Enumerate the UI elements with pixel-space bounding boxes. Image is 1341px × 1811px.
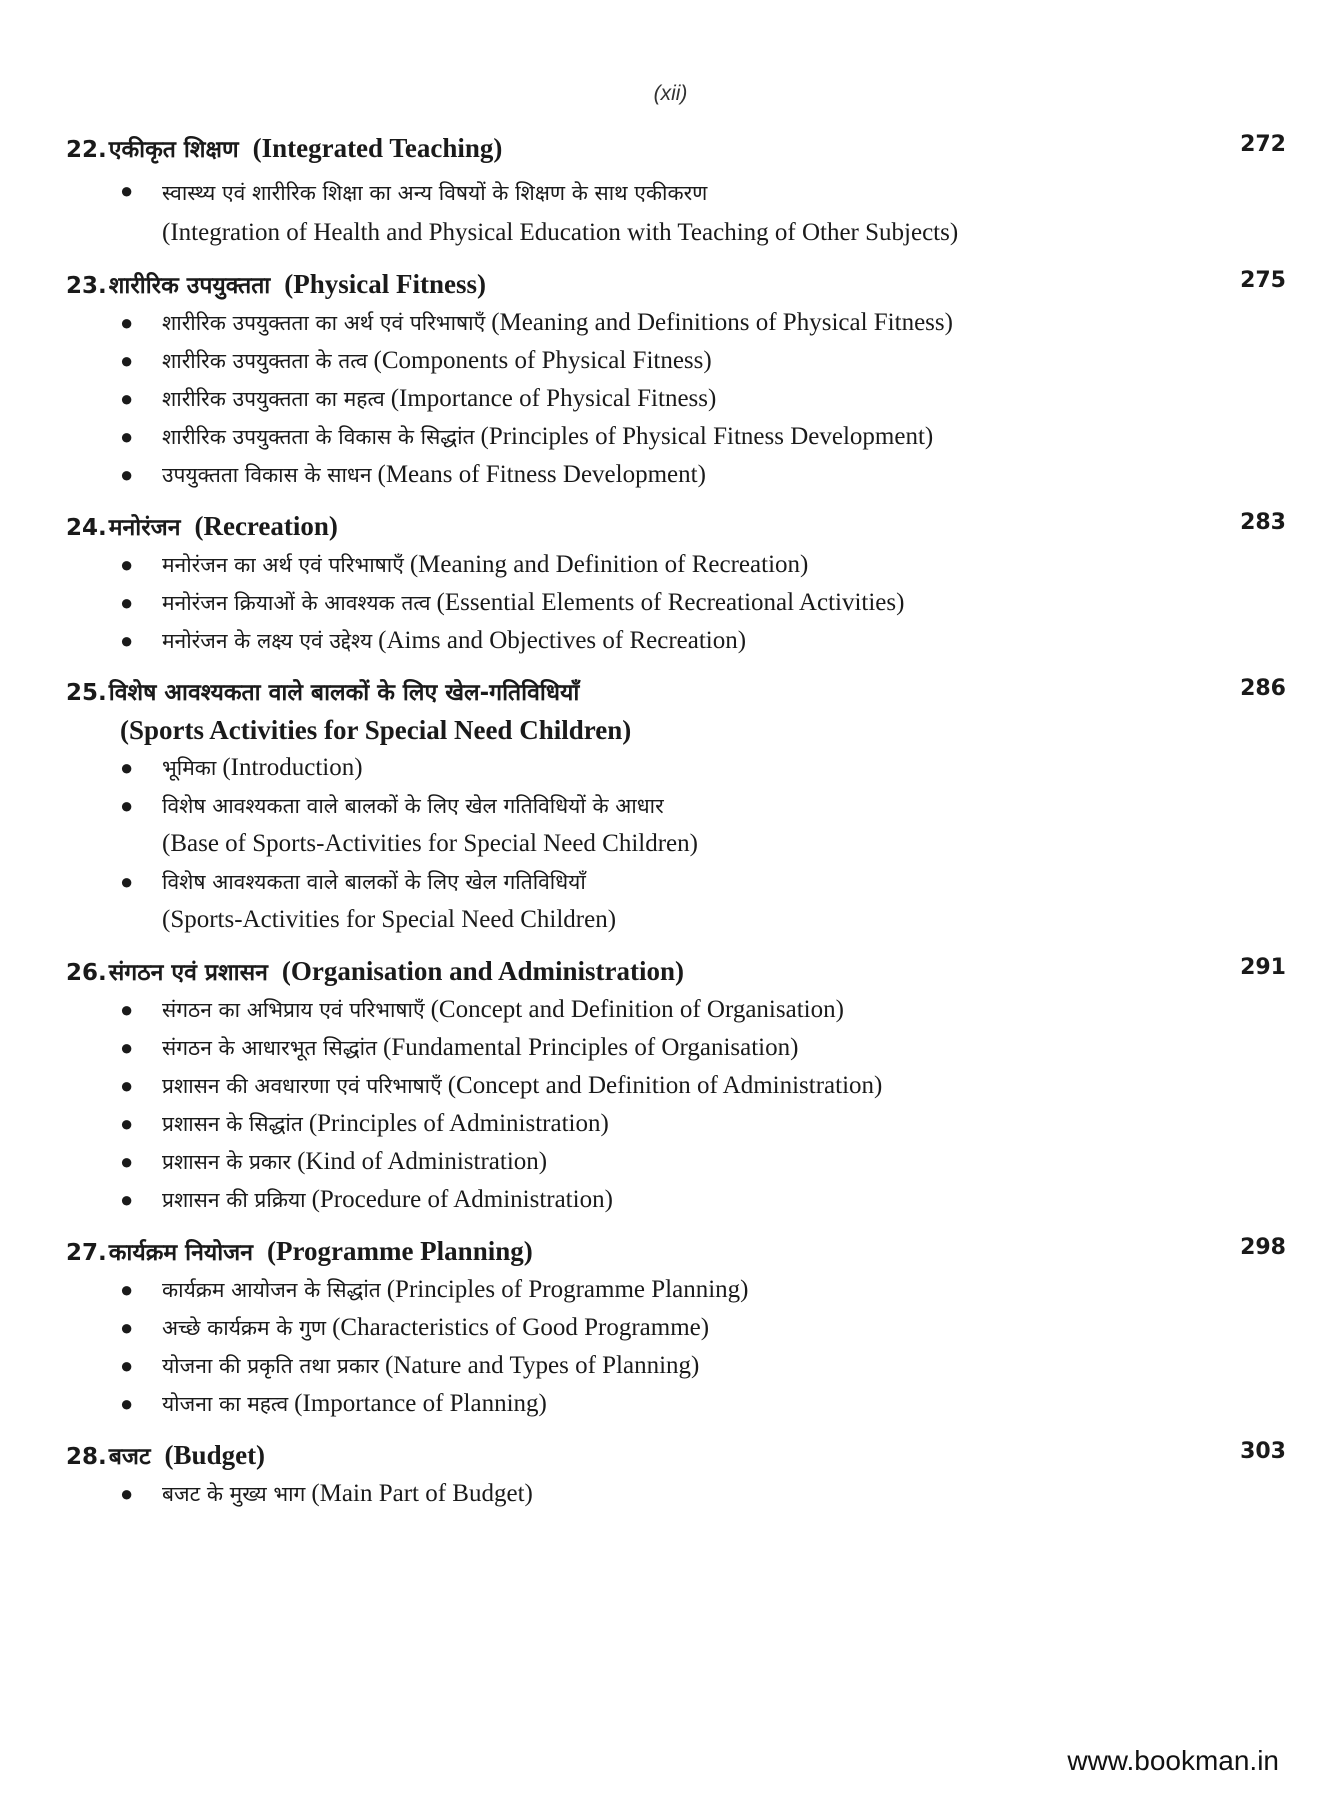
topic-english: (Introduction) bbox=[222, 754, 363, 781]
topic-item bbox=[120, 1143, 1286, 1181]
topic-english: (Concept and Definition of Administration) bbox=[447, 1072, 883, 1099]
bullet-icon: ● bbox=[120, 348, 134, 373]
topic-english: (Fundamental Principles of Organisation) bbox=[383, 1034, 799, 1061]
topic-item bbox=[120, 749, 1286, 787]
topic-hindi: शारीरिक उपयुक्तता का महत्व bbox=[162, 387, 385, 411]
chapter-number: 24. bbox=[66, 515, 107, 541]
bullet-icon: ● bbox=[120, 1277, 134, 1302]
chapter-page-number: 291 bbox=[1240, 955, 1286, 980]
chapter-25 bbox=[66, 674, 1286, 939]
topic-english: (Meaning and Definition of Recreation) bbox=[409, 551, 809, 578]
topic-english: (Principles of Administration) bbox=[308, 1110, 609, 1137]
chapter-26 bbox=[66, 953, 1286, 1219]
chapter-title-english: (Sports Activities for Special Need Children) bbox=[120, 715, 632, 745]
topic-item bbox=[120, 172, 1286, 252]
topic-hindi: योजना की प्रकृति तथा प्रकार bbox=[162, 1354, 379, 1378]
topic-hindi: मनोरंजन क्रियाओं के आवश्यक तत्व bbox=[162, 591, 431, 615]
topic-item bbox=[120, 1271, 1286, 1309]
topic-english: (Importance of Physical Fitness) bbox=[390, 385, 717, 412]
chapter-title-english: (Integrated Teaching) bbox=[252, 133, 503, 163]
bullet-icon: ● bbox=[120, 793, 134, 818]
topic-hindi: प्रशासन की अवधारणा एवं परिभाषाएँ bbox=[162, 1074, 442, 1098]
topic-item bbox=[120, 622, 1286, 660]
chapter-number: 25. bbox=[66, 680, 107, 706]
topic-item bbox=[120, 304, 1286, 342]
topic-list bbox=[66, 749, 1286, 939]
topic-english: (Characteristics of Good Programme) bbox=[332, 1314, 710, 1341]
topic-hindi: प्रशासन की प्रक्रिया bbox=[162, 1188, 306, 1212]
topic-list bbox=[66, 304, 1286, 494]
chapter-page-number: 275 bbox=[1240, 268, 1286, 293]
chapter-page-number: 283 bbox=[1240, 510, 1286, 535]
topic-hindi: विशेष आवश्यकता वाले बालकों के लिए खेल गतिविधियाँ bbox=[162, 870, 586, 894]
bullet-icon: ● bbox=[120, 590, 134, 615]
chapter-heading[interactable] bbox=[66, 1437, 1286, 1475]
topic-english: (Components of Physical Fitness) bbox=[373, 347, 712, 374]
chapter-title-hindi: बजट bbox=[108, 1444, 151, 1470]
topic-item bbox=[120, 1475, 1286, 1513]
topic-item bbox=[120, 1309, 1286, 1347]
website-url[interactable]: www.bookman.in bbox=[1067, 1745, 1279, 1776]
chapter-number: 27. bbox=[66, 1240, 107, 1266]
topic-hindi: कार्यक्रम आयोजन के सिद्धांत bbox=[162, 1278, 381, 1302]
chapter-23 bbox=[66, 266, 1286, 494]
topic-english: (Means of Fitness Development) bbox=[377, 461, 706, 488]
topic-english: (Essential Elements of Recreational Activities) bbox=[436, 589, 905, 616]
chapter-title-english: (Organisation and Administration) bbox=[281, 956, 684, 986]
topic-hindi: शारीरिक उपयुक्तता के विकास के सिद्धांत bbox=[162, 425, 475, 449]
bullet-icon: ● bbox=[120, 1187, 134, 1212]
topic-english: (Concept and Definition of Organisation) bbox=[430, 996, 844, 1023]
chapter-page-number: 286 bbox=[1240, 676, 1286, 701]
bullet-icon: ● bbox=[120, 310, 134, 335]
bullet-icon: ● bbox=[120, 1353, 134, 1378]
bullet-icon: ● bbox=[120, 1481, 134, 1506]
bullet-icon: ● bbox=[120, 1149, 134, 1174]
chapter-heading[interactable] bbox=[66, 130, 1286, 168]
topic-english: (Aims and Objectives of Recreation) bbox=[378, 627, 747, 654]
topic-item bbox=[120, 1105, 1286, 1143]
topic-list bbox=[66, 991, 1286, 1219]
topic-english: (Main Part of Budget) bbox=[311, 1480, 533, 1507]
topic-hindi: संगठन के आधारभूत सिद्धांत bbox=[162, 1036, 377, 1060]
topic-item bbox=[120, 1181, 1286, 1219]
bullet-icon: ● bbox=[120, 755, 134, 780]
topic-english: (Procedure of Administration) bbox=[311, 1186, 613, 1213]
chapter-heading[interactable] bbox=[66, 953, 1286, 991]
chapter-title-hindi: मनोरंजन bbox=[108, 515, 181, 541]
chapter-22 bbox=[66, 130, 1286, 252]
bullet-icon: ● bbox=[120, 462, 134, 487]
topic-item bbox=[120, 546, 1286, 584]
chapter-heading[interactable] bbox=[66, 508, 1286, 546]
bullet-icon: ● bbox=[120, 424, 134, 449]
topic-item bbox=[120, 584, 1286, 622]
chapter-number: 23. bbox=[66, 273, 107, 299]
bullet-icon: ● bbox=[120, 386, 134, 411]
topic-english: (Importance of Planning) bbox=[294, 1390, 547, 1417]
chapter-number: 22. bbox=[66, 137, 107, 163]
bullet-icon: ● bbox=[120, 628, 134, 653]
chapter-28 bbox=[66, 1437, 1286, 1513]
topic-hindi: प्रशासन के सिद्धांत bbox=[162, 1112, 303, 1136]
topic-item bbox=[120, 863, 1286, 939]
topic-item bbox=[120, 380, 1286, 418]
chapter-page-number: 272 bbox=[1240, 132, 1286, 157]
topic-item bbox=[120, 991, 1286, 1029]
topic-hindi: मनोरंजन के लक्ष्य एवं उद्देश्य bbox=[162, 629, 373, 653]
topic-list bbox=[66, 1475, 1286, 1513]
topic-english: (Integration of Health and Physical Education with Teaching of Other Subjects) bbox=[162, 219, 959, 246]
topic-hindi: विशेष आवश्यकता वाले बालकों के लिए खेल गतिविधियों के आधार bbox=[162, 794, 664, 818]
topic-english: (Kind of Administration) bbox=[297, 1148, 548, 1175]
topic-hindi: उपयुक्तता विकास के साधन bbox=[162, 463, 372, 487]
bullet-icon: ● bbox=[120, 1391, 134, 1416]
chapter-heading[interactable] bbox=[66, 674, 1286, 711]
topic-item bbox=[120, 418, 1286, 456]
topic-english: (Principles of Physical Fitness Development) bbox=[480, 423, 934, 450]
chapter-title-hindi: एकीकृत शिक्षण bbox=[108, 137, 239, 163]
chapter-number: 26. bbox=[66, 960, 107, 986]
topic-hindi: शारीरिक उपयुक्तता के तत्व bbox=[162, 349, 368, 373]
topic-item bbox=[120, 1385, 1286, 1423]
topic-hindi: योजना का महत्व bbox=[162, 1392, 289, 1416]
chapter-number: 28. bbox=[66, 1444, 107, 1470]
chapter-title-english: (Programme Planning) bbox=[267, 1236, 533, 1266]
chapter-27 bbox=[66, 1233, 1286, 1423]
chapter-24 bbox=[66, 508, 1286, 660]
topic-hindi: बजट के मुख्य भाग bbox=[162, 1482, 306, 1506]
bullet-icon: ● bbox=[120, 178, 134, 203]
chapter-title-hindi: शारीरिक उपयुक्तता bbox=[108, 273, 271, 299]
chapter-title-hindi: संगठन एवं प्रशासन bbox=[108, 960, 268, 986]
page-number: (xii) bbox=[653, 82, 688, 105]
chapter-heading[interactable] bbox=[66, 266, 1286, 304]
topic-hindi: प्रशासन के प्रकार bbox=[162, 1150, 292, 1174]
chapter-title-english: (Budget) bbox=[164, 1440, 266, 1470]
topic-hindi: स्वास्थ्य एवं शारीरिक शिक्षा का अन्य विषयों के शिक्षण के साथ एकीकरण bbox=[162, 181, 708, 205]
chapter-title-hindi: विशेष आवश्यकता वाले बालकों के लिए खेल-गतिविधियाँ bbox=[108, 680, 580, 706]
topic-english: (Nature and Types of Planning) bbox=[384, 1352, 700, 1379]
topic-hindi: शारीरिक उपयुक्तता का अर्थ एवं परिभाषाएँ bbox=[162, 311, 486, 335]
chapter-title-english: (Physical Fitness) bbox=[284, 269, 487, 299]
topic-hindi: अच्छे कार्यक्रम के गुण bbox=[162, 1316, 327, 1340]
topic-list bbox=[66, 546, 1286, 660]
bullet-icon: ● bbox=[120, 1073, 134, 1098]
topic-english: (Sports-Activities for Special Need Children) bbox=[162, 906, 617, 933]
table-of-contents bbox=[66, 130, 1286, 1525]
bullet-icon: ● bbox=[120, 869, 134, 894]
topic-hindi: संगठन का अभिप्राय एवं परिभाषाएँ bbox=[162, 998, 425, 1022]
topic-item bbox=[120, 1029, 1286, 1067]
topic-item bbox=[120, 787, 1286, 863]
chapter-page-number: 303 bbox=[1240, 1439, 1286, 1464]
topic-english: (Meaning and Definitions of Physical Fitness) bbox=[491, 309, 953, 336]
bullet-icon: ● bbox=[120, 997, 134, 1022]
topic-hindi: मनोरंजन का अर्थ एवं परिभाषाएँ bbox=[162, 553, 404, 577]
chapter-page-number: 298 bbox=[1240, 1235, 1286, 1260]
chapter-title-hindi: कार्यक्रम नियोजन bbox=[108, 1240, 253, 1266]
chapter-heading[interactable] bbox=[66, 1233, 1286, 1271]
topic-item bbox=[120, 1067, 1286, 1105]
bullet-icon: ● bbox=[120, 552, 134, 577]
bullet-icon: ● bbox=[120, 1111, 134, 1136]
topic-hindi: भूमिका bbox=[162, 756, 217, 780]
topic-list bbox=[66, 1271, 1286, 1423]
chapter-title-english: (Recreation) bbox=[194, 511, 338, 541]
bullet-icon: ● bbox=[120, 1315, 134, 1340]
topic-english: (Base of Sports-Activities for Special Need Children) bbox=[162, 830, 698, 857]
topic-list bbox=[66, 172, 1286, 252]
topic-item bbox=[120, 342, 1286, 380]
topic-item bbox=[120, 456, 1286, 494]
topic-english: (Principles of Programme Planning) bbox=[386, 1276, 749, 1303]
bullet-icon: ● bbox=[120, 1035, 134, 1060]
topic-item bbox=[120, 1347, 1286, 1385]
